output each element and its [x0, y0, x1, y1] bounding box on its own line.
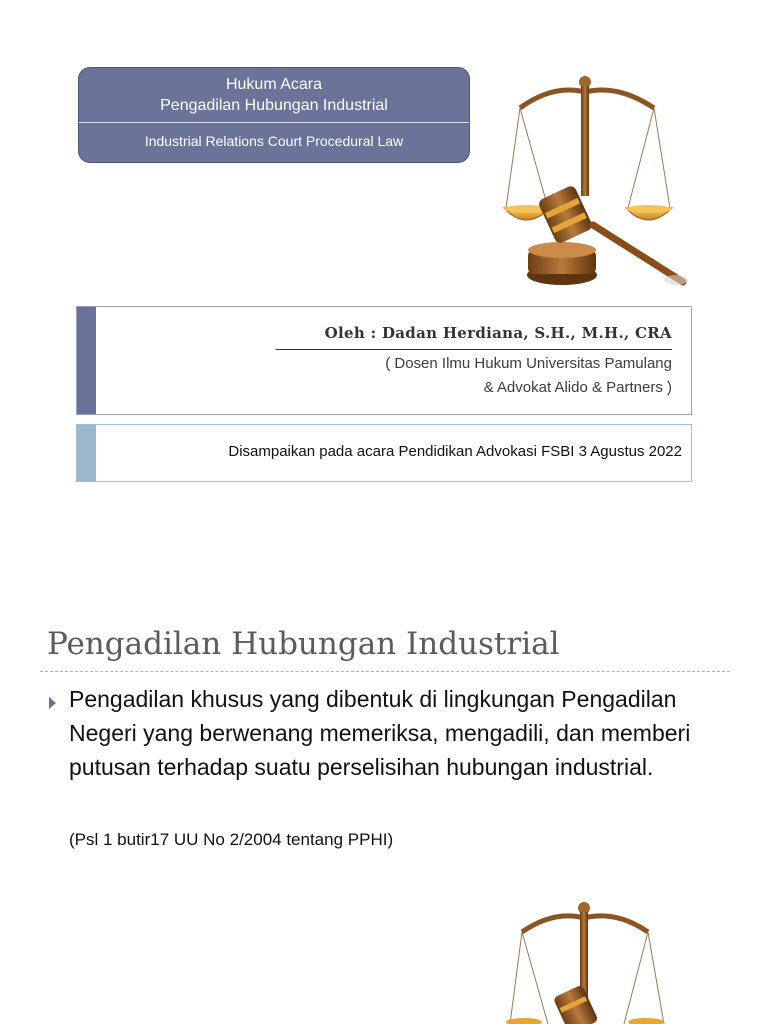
- presentation-title: [79, 74, 469, 116]
- author-box: [76, 306, 692, 415]
- title-line-1: Hukum Acara: [225, 76, 323, 93]
- title-box: [78, 67, 470, 163]
- author-role-line-2: & Advokat Alido & Partners ): [483, 379, 672, 396]
- scales-of-justice-icon: [498, 70, 693, 290]
- author-underline: [276, 349, 672, 350]
- legal-reference: (Psl 1 butir17 UU No 2/2004 tentang PPHI): [69, 830, 394, 849]
- title-line-2: Pengadilan Hubungan Industrial: [160, 97, 388, 114]
- author-name: Oleh : Dadan Herdiana, S.H., M.H., CRA: [324, 324, 672, 342]
- title-divider: [79, 122, 469, 123]
- author-affiliation: [385, 352, 672, 400]
- scales-of-justice-icon-bottom: [504, 898, 684, 1024]
- author-accent-stripe: [77, 307, 96, 414]
- event-box: [76, 424, 692, 482]
- event-text: Disampaikan pada acara Pendidikan Advokasi FSBI 3 Agustus 2022: [228, 443, 682, 460]
- slide-title-divider: [40, 671, 730, 672]
- bullet-text: Pengadilan khusus yang dibentuk di lingkungan Pengadilan Negeri yang berwenang memeriksa, mengadili, dan memberi putusan terhadap suatu perselisihan hubungan industrial.: [69, 686, 691, 780]
- author-role-line-1: ( Dosen Ilmu Hukum Universitas Pamulang: [385, 355, 672, 372]
- event-accent-stripe: [77, 425, 96, 481]
- presentation-subtitle: Industrial Relations Court Procedural Law: [144, 133, 404, 149]
- slide-title: Pengadilan Hubungan Industrial: [47, 626, 560, 662]
- bullet-arrow-icon: [49, 697, 56, 709]
